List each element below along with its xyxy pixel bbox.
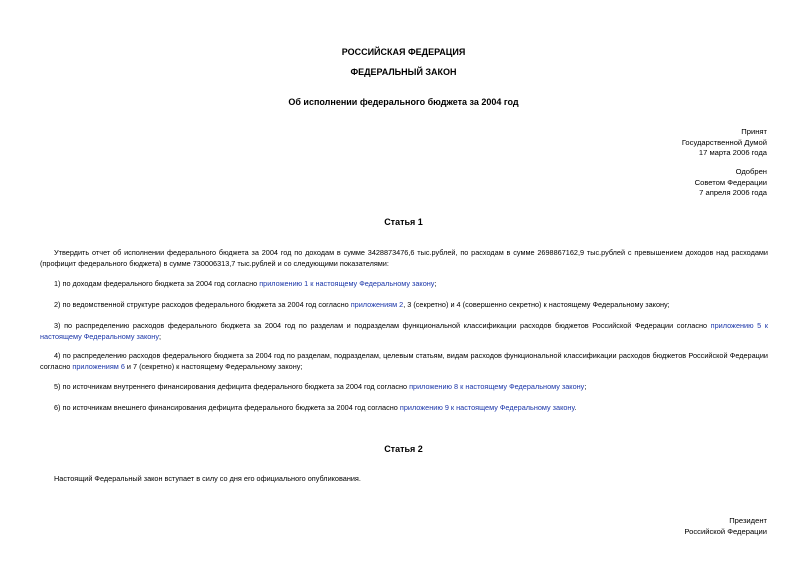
article-2-text: Настоящий Федеральный закон вступает в силу со дня его официального опубликования. xyxy=(54,474,361,483)
approved-body: Советом Федерации xyxy=(694,177,767,187)
item-3-text: 3) по распределению расходов федерального бюджета за 2004 год по разделам и подразделам функциональной классификации расходов бюджетов Российской Федерации согласно xyxy=(54,321,711,330)
item-5-text: 5) по источникам внутреннего финансирования дефицита федерального бюджета за 2004 год согласно xyxy=(54,382,410,391)
article-1-item-2 xyxy=(40,300,768,311)
item-6-text: 6) по источникам внешнего финансирования дефицита федерального бюджета за 2004 год согласно xyxy=(54,403,400,412)
item-5-link[interactable]: приложению 8 к настоящему Федеральному закону xyxy=(409,382,585,391)
item-3-end: ; xyxy=(158,331,162,341)
signature-title: Президент xyxy=(729,516,767,525)
approved-date: 7 апреля 2006 года xyxy=(699,188,767,197)
article-1-intro: Утвердить отчет об исполнении федерального бюджета за 2004 год по доходам в сумме 3428873476,6 тыс.рублей, по расходам в сумме 2698867162,9 тыс.рублей с превышением доходов над расходами (профицит федерального бюджета) в сумме 730006313,7 тыс.рублей и со следующими показателями: xyxy=(40,248,768,268)
doc-type-heading: ФЕДЕРАЛЬНЫЙ ЗАКОН xyxy=(350,67,457,77)
accepted-label: Принят xyxy=(741,127,767,136)
item-6-link[interactable]: приложению 9 к настоящему Федеральному закону xyxy=(399,403,575,412)
article-1-item-6 xyxy=(40,403,768,414)
article-1-item-5 xyxy=(40,382,768,393)
item-3-link[interactable]: приложению 5 к настоящему Федеральному закону xyxy=(40,321,768,341)
signature-country: Российской Федерации xyxy=(684,526,767,536)
item-4-link[interactable]: приложениям 6 xyxy=(72,361,125,371)
article-1-item-3 xyxy=(40,321,768,342)
article-1-item-1 xyxy=(40,279,768,290)
item-4-end: и 7 (секретно) к настоящему Федеральному закону; xyxy=(124,361,303,371)
accepted-date: 17 марта 2006 года xyxy=(698,148,767,157)
item-2-link[interactable]: приложениям 2 xyxy=(350,300,404,309)
item-6-end: . xyxy=(574,403,577,412)
item-1-end: ; xyxy=(434,279,437,288)
item-4-text: 4) по распределению расходов федерального бюджета за 2004 год по разделам, подразделам, целевым статьям, видам расходов функциональной классификации расходов бюджетов Российской Федерации согласно xyxy=(40,351,768,371)
approved-label: Одобрен xyxy=(735,167,767,176)
adoption-approved-block xyxy=(567,167,767,199)
accepted-body: Государственной Думой xyxy=(681,137,767,147)
signature-block xyxy=(567,516,767,537)
article-1-heading: Статья 1 xyxy=(384,217,423,227)
item-1-link[interactable]: приложению 1 к настоящему Федеральному закону xyxy=(259,279,435,288)
item-2-end: , 3 (секретно) и 4 (совершенно секретно) к настоящему Федеральному закону; xyxy=(403,300,670,309)
item-2-text: 2) по ведомственной структуре расходов федерального бюджета за 2004 год согласно xyxy=(54,300,351,309)
item-5-end: ; xyxy=(584,382,587,391)
country-heading: РОССИЙСКАЯ ФЕДЕРАЦИЯ xyxy=(341,47,466,57)
item-1-text: 1) по доходам федерального бюджета за 2004 год согласно xyxy=(54,279,260,288)
adoption-accepted-block xyxy=(567,127,767,159)
article-2-heading: Статья 2 xyxy=(384,444,423,454)
article-1-item-4 xyxy=(40,351,768,372)
document-title: Об исполнении федерального бюджета за 2004 год xyxy=(288,97,519,107)
